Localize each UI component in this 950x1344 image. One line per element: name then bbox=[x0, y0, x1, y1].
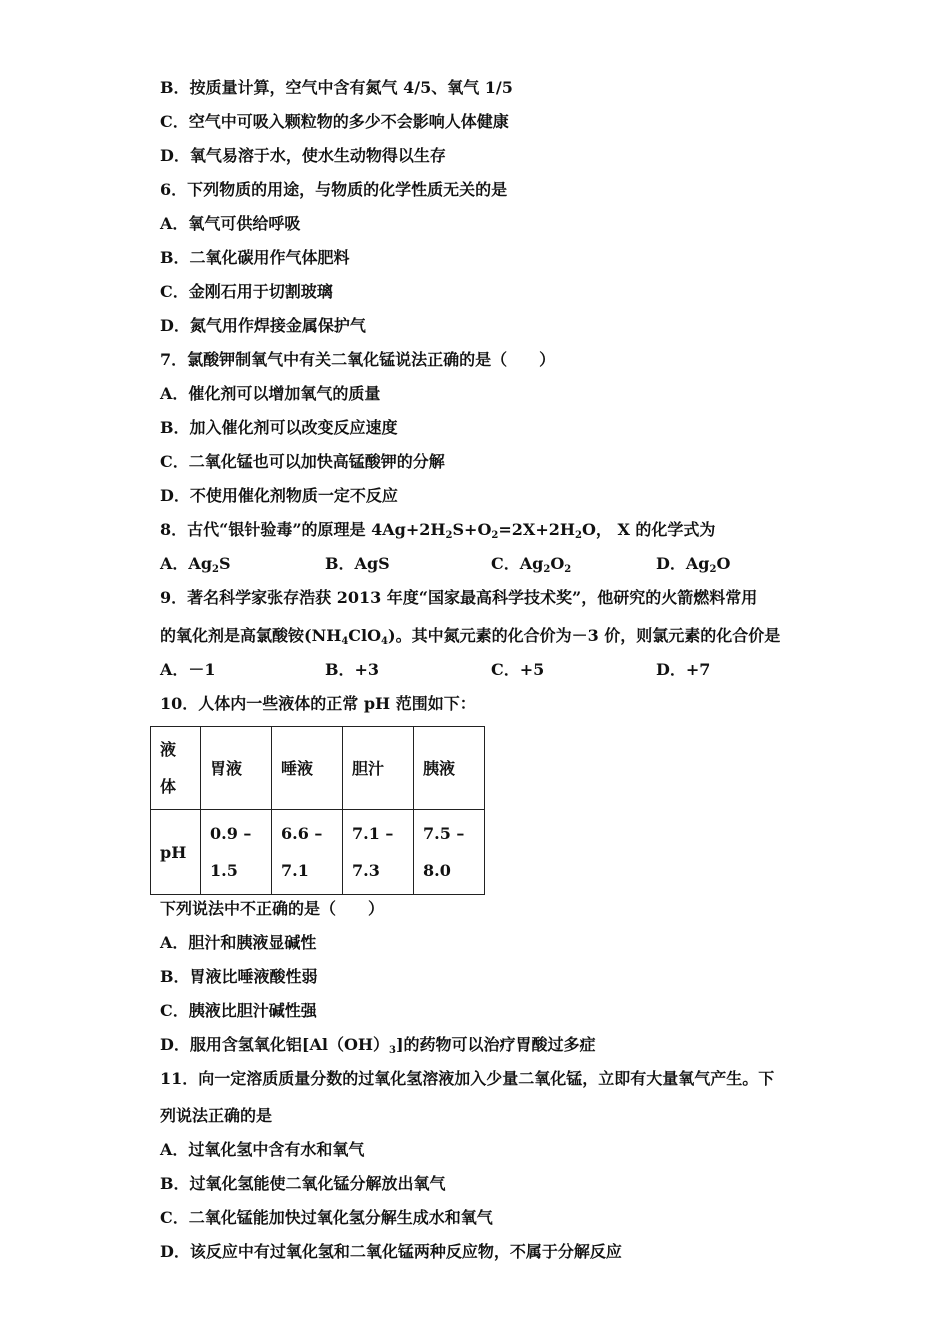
q10-option-d: D．服用含氢氧化铝$[Al(OH)_3]$的药物可以治疗胃酸过多症 bbox=[160, 1035, 596, 1056]
table-header-cell: 唾液 bbox=[272, 727, 343, 810]
q9-option-d: D．+7 bbox=[656, 660, 711, 679]
q7-option-d: D．不使用催化剂物质一定不反应 bbox=[160, 486, 398, 505]
q9-option-c: C．+5 bbox=[491, 660, 545, 679]
q11-option-b: B．过氧化氢能使二氧化锰分解放出氧气 bbox=[160, 1174, 446, 1193]
table-header-cell: 胃液 bbox=[201, 727, 272, 810]
table-header-cell: 胰液 bbox=[414, 727, 485, 810]
q7-option-b: B．加入催化剂可以改变反应速度 bbox=[160, 418, 398, 437]
q11-option-d: D．该反应中有过氧化氢和二氧化锰两种反应物，不属于分解反应 bbox=[160, 1242, 622, 1261]
q8-option-b: B．AgS bbox=[325, 554, 390, 573]
table-row bbox=[151, 727, 485, 810]
q8-option-d: D．$Ag_2O$ bbox=[656, 554, 731, 575]
q9-stem-line1: 9．著名科学家张存浩获 2013 年度“国家最高科学技术奖”，他研究的火箭燃料常用 bbox=[160, 588, 758, 607]
q6-option-b: B．二氧化碳用作气体肥料 bbox=[160, 248, 350, 267]
q8-option-a: A．$Ag_2S$ bbox=[160, 554, 231, 575]
q8-option-c: C．$Ag_2O_2$ bbox=[491, 554, 572, 575]
q11-option-c: C．二氧化锰能加快过氧化氢分解生成水和氧气 bbox=[160, 1208, 493, 1227]
q6-option-d: D．氮气用作焊接金属保护气 bbox=[160, 316, 366, 335]
q5-option-c: C．空气中可吸入颗粒物的多少不会影响人体健康 bbox=[160, 112, 509, 131]
q9-option-a: A．－1 bbox=[160, 660, 216, 679]
q10-option-a: A．胆汁和胰液显碱性 bbox=[160, 933, 317, 952]
table-header-cell: 液 体 bbox=[151, 727, 201, 810]
table-header-cell: 胆汁 bbox=[343, 727, 414, 810]
q11-option-a: A．过氧化氢中含有水和氧气 bbox=[160, 1140, 365, 1159]
q8-stem: 8．古代“银针验毒”的原理是 $4Ag+2H_2S+O_2=2X+2H_2O$， X 的化学式为 bbox=[160, 520, 716, 541]
q6-stem: 6．下列物质的用途，与物质的化学性质无关的是 bbox=[160, 180, 508, 199]
q5-option-b: B．按质量计算，空气中含有氮气 4/5、氧气 1/5 bbox=[160, 78, 513, 97]
q11-stem-line1: 11．向一定溶质质量分数的过氧化氢溶液加入少量二氧化锰，立即有大量氧气产生。下 bbox=[160, 1069, 775, 1088]
table-cell: 7.5 – 8.0 bbox=[414, 810, 485, 895]
q9-stem-line2: 的氧化剂是高氯酸铵$(NH_4ClO_4)$。其中氮元素的化合价为－3 价，则氯元素的化合价是 bbox=[160, 626, 781, 647]
q11-stem-line2: 列说法正确的是 bbox=[160, 1106, 273, 1125]
table-cell: 7.1 – 7.3 bbox=[343, 810, 414, 895]
q6-option-c: C．金刚石用于切割玻璃 bbox=[160, 282, 333, 301]
table-row bbox=[151, 810, 485, 895]
q7-option-a: A．催化剂可以增加氧气的质量 bbox=[160, 384, 381, 403]
q7-option-c: C．二氧化锰也可以加快高锰酸钾的分解 bbox=[160, 452, 445, 471]
q10-question: 下列说法中不正确的是（ ） bbox=[160, 899, 385, 918]
table-cell: 6.6 – 7.1 bbox=[272, 810, 343, 895]
q10-option-b: B．胃液比唾液酸性弱 bbox=[160, 967, 318, 986]
q7-stem: 7．氯酸钾制氧气中有关二氧化锰说法正确的是（ ） bbox=[160, 350, 556, 369]
q10-stem: 10．人体内一些液体的正常 pH 范围如下： bbox=[160, 694, 476, 713]
table-cell: 0.9 – 1.5 bbox=[201, 810, 272, 895]
ph-table bbox=[150, 726, 485, 895]
table-header-cell: pH bbox=[151, 810, 201, 895]
q9-option-b: B．+3 bbox=[325, 660, 380, 679]
q5-option-d: D．氧气易溶于水，使水生动物得以生存 bbox=[160, 146, 446, 165]
q10-option-c: C．胰液比胆汁碱性强 bbox=[160, 1001, 317, 1020]
q6-option-a: A．氧气可供给呼吸 bbox=[160, 214, 301, 233]
